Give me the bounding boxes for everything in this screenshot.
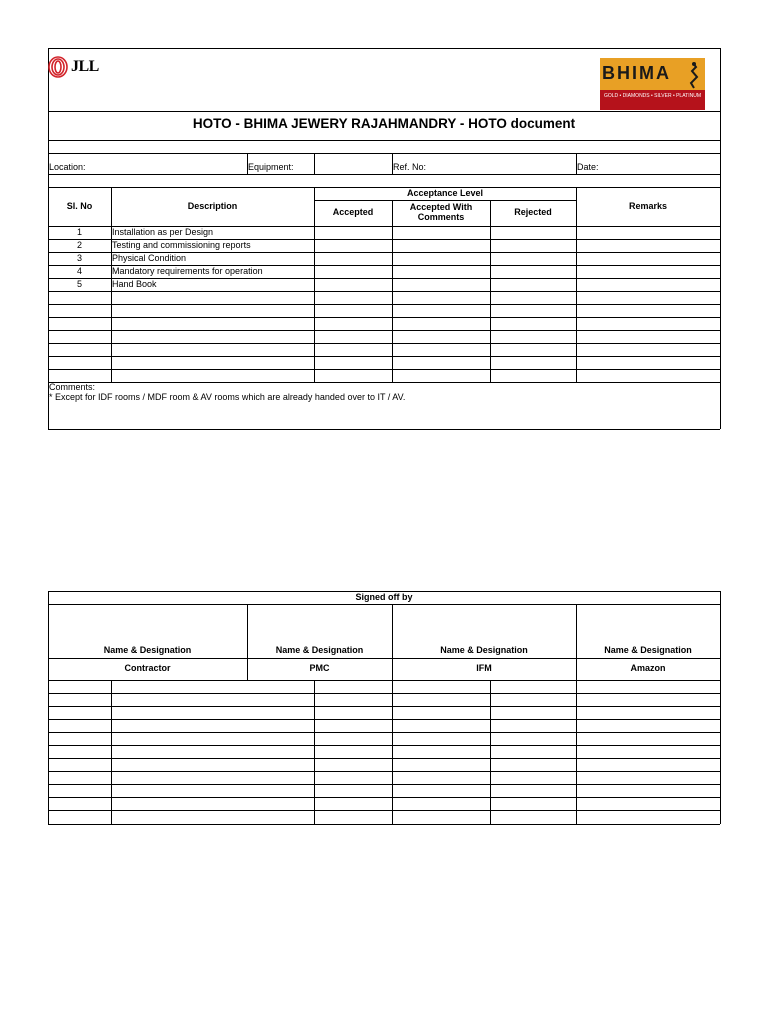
signoff-party-contractor: Contractor	[124, 663, 171, 673]
signoff-party-pmc: PMC	[309, 663, 330, 673]
location-label: Location:	[49, 162, 86, 172]
date-field[interactable]	[605, 155, 719, 173]
row-sl-no: 4	[76, 266, 82, 276]
comments-note: * Except for IDF rooms / MDF room & AV rooms which are already handed over to IT / AV.	[49, 392, 406, 402]
col-header-description: Description	[187, 201, 238, 211]
col-header-acceptance-level: Acceptance Level	[406, 188, 484, 198]
jll-logo-text: JLL	[71, 58, 99, 75]
ref-no-field[interactable]	[430, 155, 575, 173]
row-sl-no: 5	[76, 279, 82, 289]
date-label: Date:	[577, 162, 599, 172]
bhima-dancer-icon	[684, 61, 702, 89]
comments-label: Comments:	[49, 382, 96, 392]
col-header-rejected: Rejected	[514, 207, 552, 217]
row-description: Testing and commissioning reports	[112, 240, 251, 250]
row-description: Hand Book	[112, 279, 157, 289]
row-description: Mandatory requirements for operation	[112, 266, 263, 276]
col-header-sl-no: Sl. No	[66, 201, 93, 211]
signoff-ifm-label: Name & Designation	[440, 645, 528, 655]
signoff-contractor-label: Name & Designation	[103, 645, 192, 655]
signoff-title: Signed off by	[355, 592, 413, 602]
document-title: HOTO - BHIMA JEWERY RAJAHMANDRY - HOTO document	[192, 116, 576, 131]
jll-logo	[48, 56, 99, 78]
row-sl-no: 2	[76, 240, 82, 250]
jll-rings-icon	[48, 56, 68, 78]
row-description: Installation as per Design	[112, 227, 214, 237]
row-sl-no: 1	[76, 227, 82, 237]
equipment-label: Equipment:	[248, 162, 294, 172]
signoff-party-amazon: Amazon	[630, 663, 666, 673]
bhima-logo-text: BHIMA	[602, 63, 671, 83]
ref-no-label: Ref. No:	[393, 162, 427, 172]
equipment-field[interactable]	[315, 155, 391, 173]
signoff-pmc-label: Name & Designation	[275, 645, 364, 655]
signoff-party-ifm: IFM	[476, 663, 492, 673]
location-field[interactable]	[95, 155, 245, 173]
col-header-accepted-with-comments: Accepted With Comments	[409, 202, 473, 222]
bhima-logo-tagline: GOLD • DIAMONDS • SILVER • PLATINUM	[603, 93, 702, 99]
bhima-logo	[600, 58, 705, 110]
col-header-accepted: Accepted	[332, 207, 374, 217]
row-sl-no: 3	[76, 253, 82, 263]
signoff-amazon-label: Name & Designation	[604, 645, 692, 655]
row-description: Physical Condition	[112, 253, 187, 263]
col-header-remarks: Remarks	[628, 201, 668, 211]
